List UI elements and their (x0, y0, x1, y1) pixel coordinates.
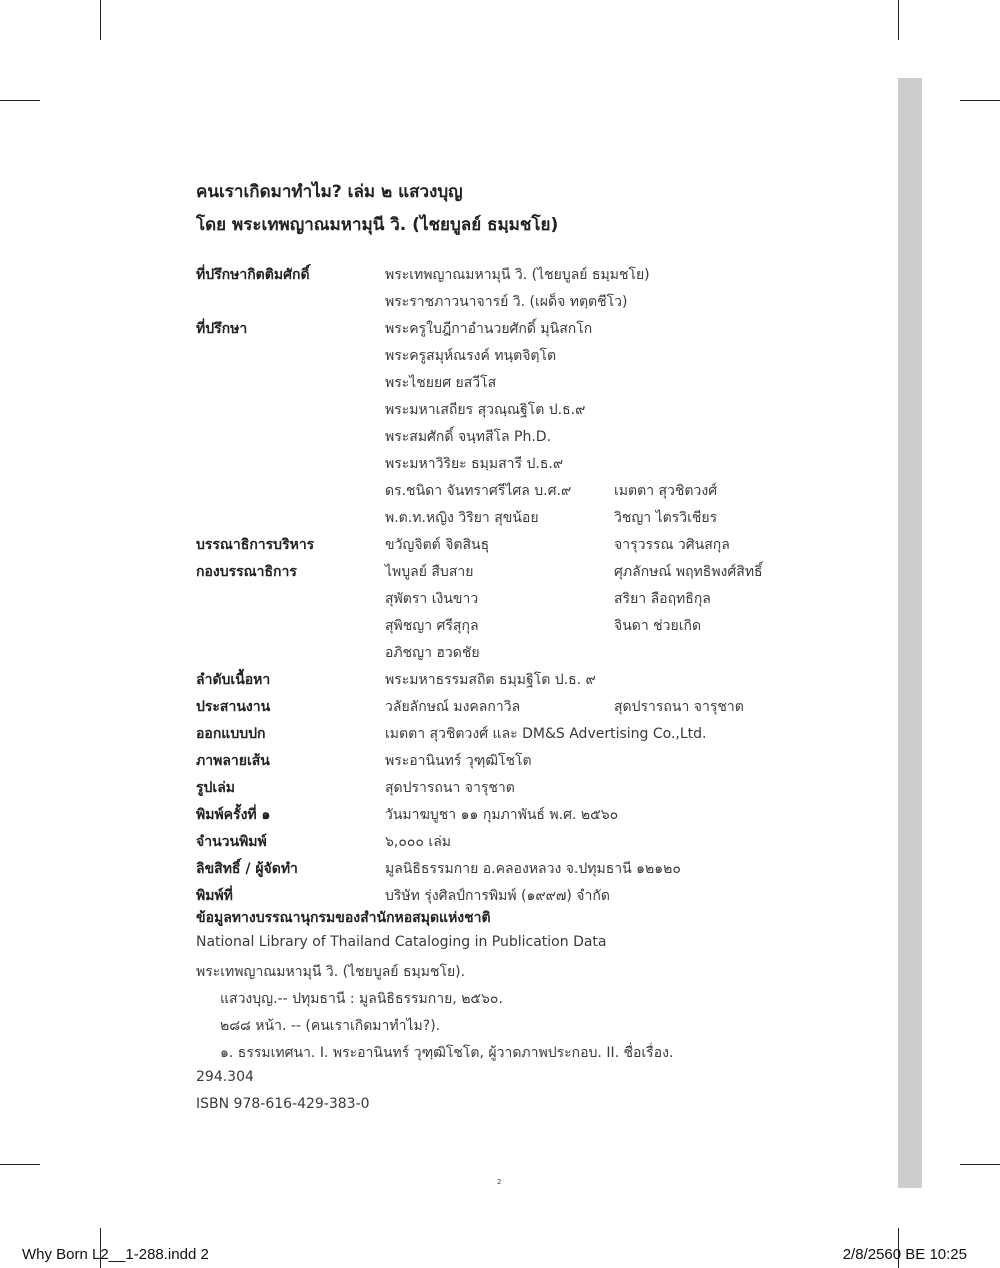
crop-mark-top-right (898, 0, 899, 40)
credit-name: พระมหาเสถียร สุวณฺณฐิโต ป.ธ.๙ (385, 402, 586, 418)
credit-label: บรรณาธิการบริหาร (196, 537, 315, 553)
credit-row (0, 264, 880, 284)
credit-name: สุพัตรา เงินขาว (385, 591, 479, 607)
crop-mark-bottom-right-h (960, 1164, 1000, 1165)
credit-row (0, 453, 880, 473)
credit-label: ประสานงาน (196, 699, 271, 715)
credit-label: ลิขสิทธิ์ / ผู้จัดทำ (196, 861, 298, 877)
credit-name: อภิชญา ฮวดชัย (385, 645, 480, 661)
credit-name: ๖,๐๐๐ เล่ม (385, 834, 452, 850)
credit-label: ที่ปรึกษา (196, 321, 248, 337)
credit-label: กองบรรณาธิการ (196, 564, 297, 580)
credit-name: พระครูใบฎีกาอำนวยศักดิ์ มุนิสกโก (385, 321, 593, 337)
credit-row (0, 804, 880, 824)
credit-name: ไพบูลย์ สืบสาย (385, 564, 474, 580)
credit-name: ขวัญจิตต์ จิตสินธุ (385, 537, 490, 553)
credit-name: พระไชยยศ ยสวีโส (385, 375, 497, 391)
credit-name: พระมหาธรรมสถิต ธมฺมฐิโต ป.ธ. ๙ (385, 672, 596, 688)
credit-name: มูลนิธิธรรมกาย อ.คลองหลวง จ.ปทุมธานี ๑๒๑๒๐ (385, 861, 681, 877)
credit-row (0, 615, 880, 635)
credit-label: ที่ปรึกษากิตติมศักดิ์ (196, 267, 310, 283)
cip-line: ๒๘๘ หน้า. -- (คนเราเกิดมาทำไม?). (220, 1018, 441, 1034)
page-number: 2 (497, 1178, 502, 1186)
credit-name: สุพิชญา ศรีสุกุล (385, 618, 479, 634)
credit-row (0, 291, 880, 311)
credit-name: พระอานินทร์ วุฑฺฒิโชโต (385, 753, 532, 769)
credit-name-2: สุดปรารถนา จารุชาต (614, 699, 744, 715)
crop-mark-top-right-h (960, 100, 1000, 101)
credit-row (0, 534, 880, 554)
credit-label: พิมพ์ที่ (196, 888, 233, 904)
credit-row (0, 696, 880, 716)
credit-row (0, 588, 880, 608)
credit-label: ออกแบบปก (196, 726, 266, 742)
credit-name: พระสมศักดิ์ จนฺทสีโล Ph.D. (385, 429, 552, 445)
slug-file-name: Why Born L2__1-288.indd 2 (22, 1246, 209, 1263)
page-edge-bar (898, 78, 922, 1188)
credit-label: ภาพลายเส้น (196, 753, 270, 769)
credit-name: วันมาฆบูชา ๑๑ กุมภาพันธ์ พ.ศ. ๒๕๖๐ (385, 807, 619, 823)
cip-line: แสวงบุญ.-- ปทุมธานี : มูลนิธิธรรมกาย, ๒๕๖๐. (220, 991, 503, 1007)
credit-row (0, 723, 880, 743)
book-title: คนเราเกิดมาทำไม? เล่ม ๒ แสวงบุญ (196, 182, 463, 202)
credit-name-2: จินดา ช่วยเกิด (614, 618, 702, 634)
cip-line: 294.304 (196, 1069, 254, 1085)
credit-name-2: ศุภลักษณ์ พฤทธิพงศ์สิทธิ์ (614, 564, 763, 580)
credit-row (0, 480, 880, 500)
credit-name: พระราชภาวนาจารย์ วิ. (เผด็จ ทตฺตชีโว) (385, 294, 628, 310)
credit-label: จำนวนพิมพ์ (196, 834, 267, 850)
credit-row (0, 561, 880, 581)
cip-line: ๑. ธรรมเทศนา. I. พระอานินทร์ วุฑฺฒิโชโต, ผู้วาดภาพประกอบ. II. ชื่อเรื่อง. (220, 1045, 674, 1061)
credit-name: เมตตา สุวชิตวงศ์ และ DM&S Advertising Co.,Ltd. (385, 726, 707, 742)
credit-name-2: เมตตา สุวชิตวงศ์ (614, 483, 718, 499)
cip-line: ISBN 978-616-429-383-0 (196, 1096, 370, 1112)
credit-row (0, 885, 880, 905)
credit-label: พิมพ์ครั้งที่ ๑ (196, 807, 271, 823)
slug-date-time: 2/8/2560 BE 10:25 (842, 1246, 967, 1263)
crop-mark-top-left (100, 0, 101, 40)
credit-name-2: วิชญา ไตรวิเชียร (614, 510, 718, 526)
credit-row (0, 507, 880, 527)
credit-row (0, 426, 880, 446)
credit-name-2: จารุวรรณ วศินสกุล (614, 537, 730, 553)
credit-name: วลัยลักษณ์ มงคลกาวิล (385, 699, 521, 715)
cip-line: พระเทพญาณมหามุนี วิ. (ไชยบูลย์ ธมฺมชโย). (196, 964, 466, 980)
credit-row (0, 642, 880, 662)
cip-line: National Library of Thailand Cataloging in Publication Data (196, 934, 607, 950)
credit-name-2: สริยา ลือฤทธิกุล (614, 591, 711, 607)
cip-heading: ข้อมูลทางบรรณานุกรมของสำนักหอสมุดแห่งชาติ (196, 910, 491, 926)
credit-name: พระมหาวิริยะ ธมฺมสารี ป.ธ.๙ (385, 456, 564, 472)
credit-row (0, 669, 880, 689)
credit-row (0, 750, 880, 770)
credit-name: บริษัท รุ่งศิลป์การพิมพ์ (๑๙๙๗) จำกัด (385, 888, 610, 904)
credit-label: ลำดับเนื้อหา (196, 672, 271, 688)
credit-row (0, 399, 880, 419)
crop-mark-top-left-h (0, 100, 40, 101)
credit-name: พระเทพญาณมหามุนี วิ. (ไชยบูลย์ ธมฺมชโย) (385, 267, 650, 283)
credit-row (0, 345, 880, 365)
credit-row (0, 858, 880, 878)
credit-name: พระครูสมุห์ณรงค์ ทนฺตจิตฺโต (385, 348, 557, 364)
credit-name: ดร.ชนิดา จันทราศรีไศล บ.ศ.๙ (385, 483, 572, 499)
credit-row (0, 777, 880, 797)
credit-name: สุดปรารถนา จารุชาต (385, 780, 515, 796)
credit-name: พ.ต.ท.หญิง วิริยา สุขน้อย (385, 510, 539, 526)
credit-row (0, 372, 880, 392)
book-author: โดย พระเทพญาณมหามุนี วิ. (ไชยบูลย์ ธมฺมชโย) (196, 215, 559, 235)
credit-label: รูปเล่ม (196, 780, 235, 796)
crop-mark-bottom-left-h (0, 1164, 40, 1165)
credit-row (0, 831, 880, 851)
credit-row (0, 318, 880, 338)
